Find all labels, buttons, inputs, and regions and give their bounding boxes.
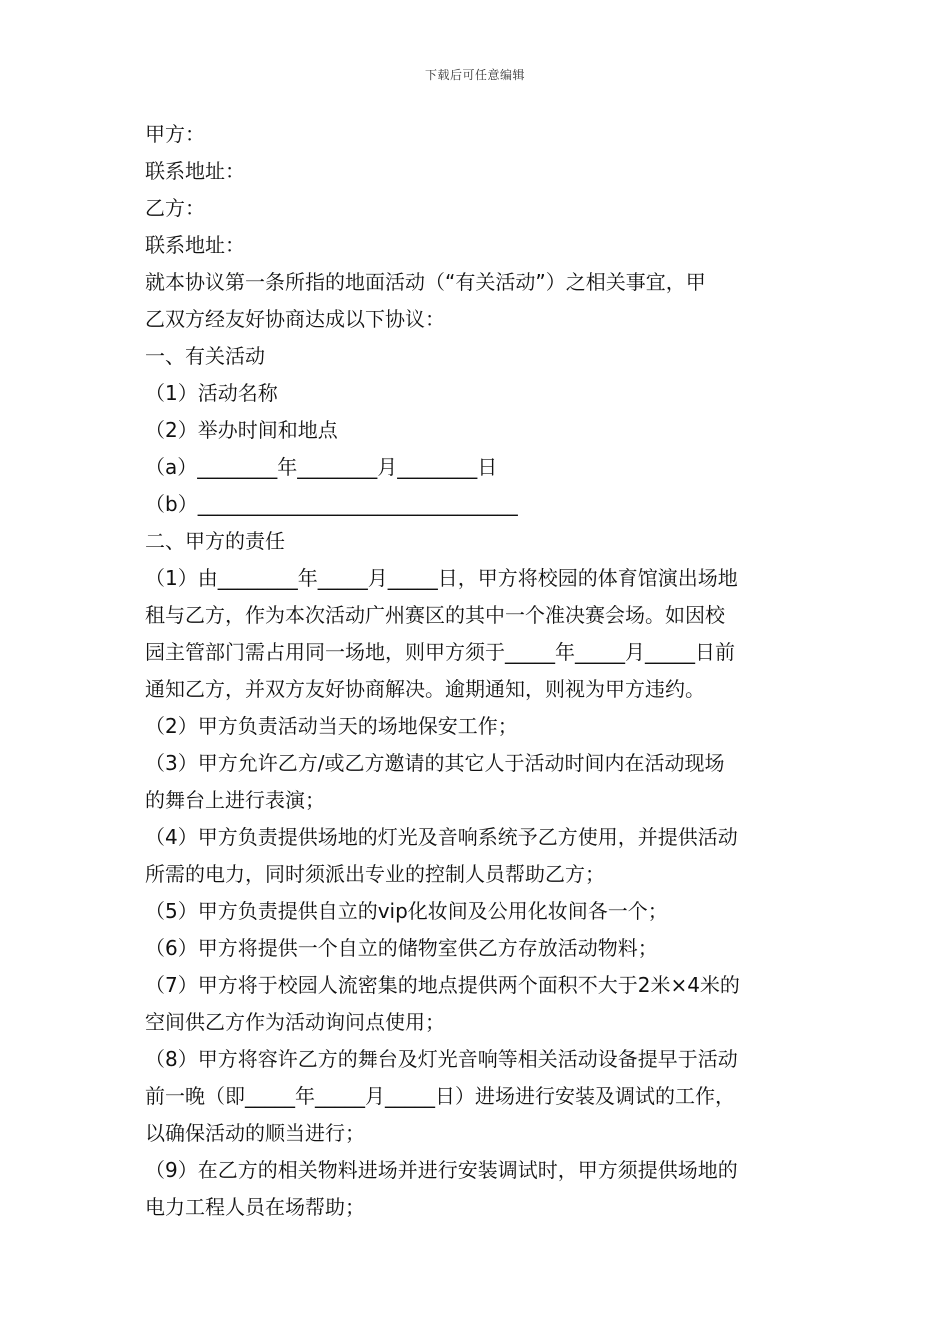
section-2-item-2: （2）甲方负责活动当天的场地保安工作； xyxy=(145,714,518,738)
section-1-item-a: （a）________年________月________日 xyxy=(145,455,498,479)
section-2-item-8-line-3: 以确保活动的顺当进行； xyxy=(145,1121,365,1145)
section-2-item-9-line-2: 电力工程人员在场帮助； xyxy=(145,1195,365,1219)
intro-line-1: 就本协议第一条所指的地面活动（“有关活动”）之相关事宜，甲 xyxy=(145,270,706,294)
section-2-item-6: （6）甲方将提供一个自立的储物室供乙方存放活动物料； xyxy=(145,936,658,960)
section-2-item-1-line-2: 租与乙方，作为本次活动广州赛区的其中一个准决赛会场。如因校 xyxy=(145,603,725,627)
section-1-item-1: （1）活动名称 xyxy=(145,381,278,405)
document-body xyxy=(145,116,810,1226)
section-2-item-5: （5）甲方负责提供自立的vip化妆间及公用化妆间各一个； xyxy=(145,899,668,923)
section-1-item-2: （2）举办时间和地点 xyxy=(145,418,338,442)
section-2-item-7-line-1: （7）甲方将于校园人流密集的地点提供两个面积不大于2米×4米的 xyxy=(145,973,740,997)
section-2-item-3-line-1: （3）甲方允许乙方/或乙方邀请的其它人于活动时间内在活动现场 xyxy=(145,751,725,775)
section-2-heading: 二、甲方的责任 xyxy=(145,529,285,553)
section-2-item-9-line-1: （9）在乙方的相关物料进场并进行安装调试时，甲方须提供场地的 xyxy=(145,1158,738,1182)
party-a-label: 甲方： xyxy=(145,122,205,146)
section-2-item-4-line-1: （4）甲方负责提供场地的灯光及音响系统予乙方使用，并提供活动 xyxy=(145,825,738,849)
header-note: 下载后可任意编辑 xyxy=(424,68,525,82)
section-2-item-8-line-2: 前一晚（即_____年_____月_____日）进场进行安装及调试的工作， xyxy=(145,1084,735,1108)
section-2-item-8-line-1: （8）甲方将容许乙方的舞台及灯光音响等相关活动设备提早于活动 xyxy=(145,1047,738,1071)
party-b-address: 联系地址： xyxy=(145,233,245,257)
section-2-item-4-line-2: 所需的电力，同时须派出专业的控制人员帮助乙方； xyxy=(145,862,605,886)
section-1-item-b: （b）________________________________ xyxy=(145,492,518,516)
section-2-item-3-line-2: 的舞台上进行表演； xyxy=(145,788,325,812)
section-1-heading: 一、有关活动 xyxy=(145,344,265,368)
section-2-item-1-line-1: （1）由________年_____月_____日，甲方将校园的体育馆演出场地 xyxy=(145,566,738,590)
section-2-item-7-line-2: 空间供乙方作为活动询问点使用； xyxy=(145,1010,445,1034)
intro-line-2: 乙双方经友好协商达成以下协议： xyxy=(145,307,445,331)
section-2-item-1-line-3: 园主管部门需占用同一场地，则甲方须于_____年_____月_____日前 xyxy=(145,640,735,664)
party-a-address: 联系地址： xyxy=(145,159,245,183)
party-b-label: 乙方： xyxy=(145,196,205,220)
section-2-item-1-line-4: 通知乙方，并双方友好协商解决。逾期通知，则视为甲方违约。 xyxy=(145,677,705,701)
